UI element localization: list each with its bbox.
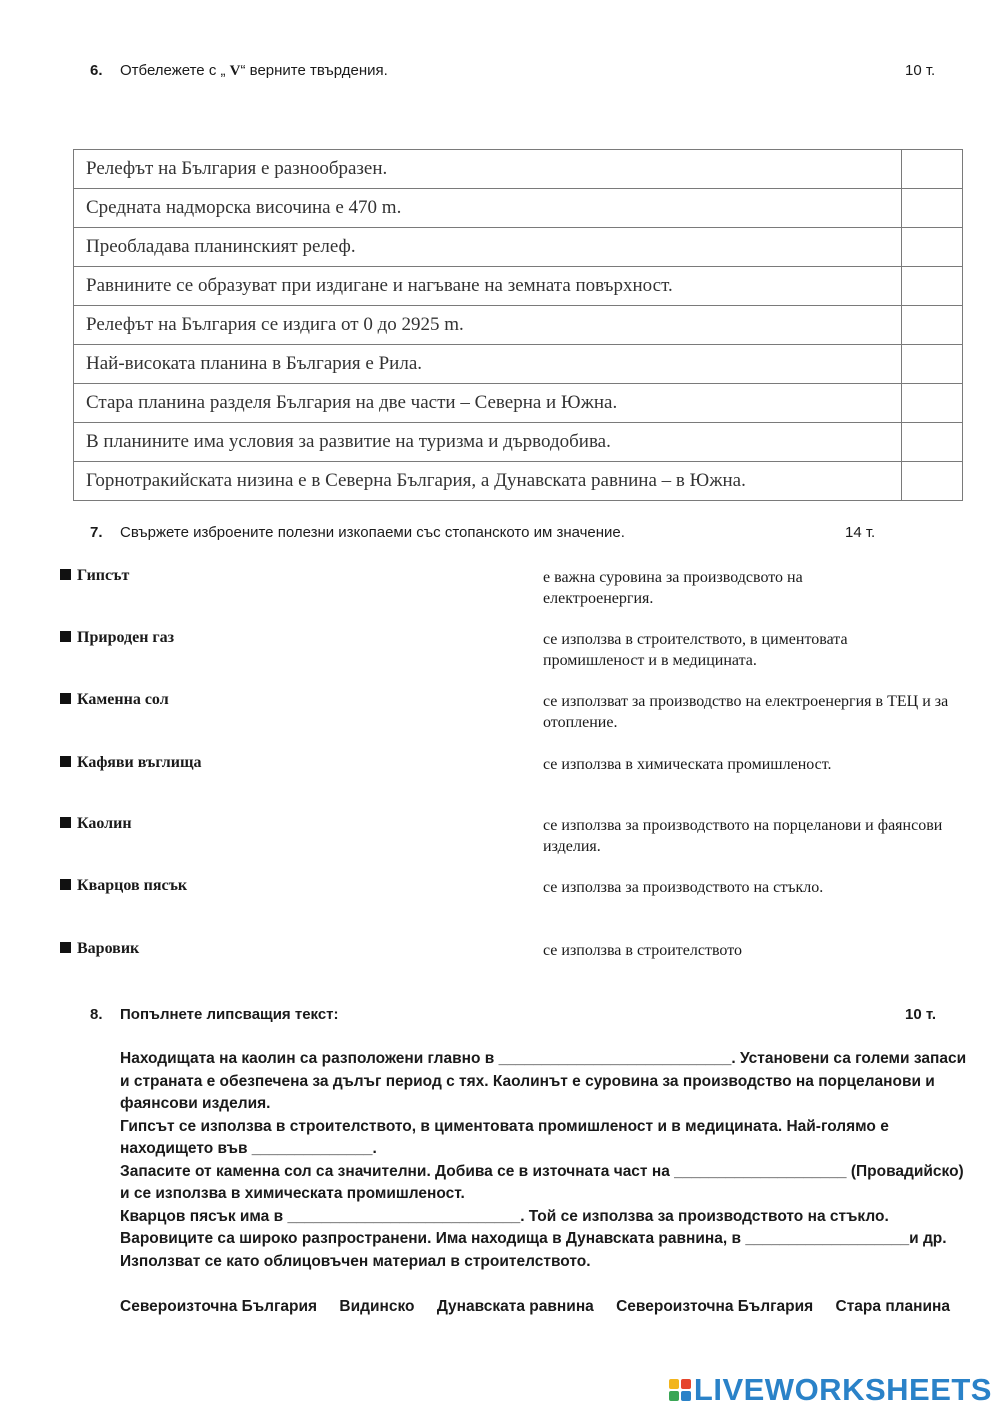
mineral-item[interactable] <box>60 815 132 833</box>
mineral-item[interactable] <box>60 754 202 772</box>
mineral-label: Кафяви въглища <box>77 754 202 771</box>
check-cell[interactable] <box>902 423 963 462</box>
bullet-square-icon <box>60 942 71 953</box>
check-cell[interactable] <box>902 189 963 228</box>
statement-text: Равнините се образуват при издигане и нагъване на земната повърхност. <box>74 267 902 306</box>
statement-text: Стара планина разделя България на две части – Северна и Южна. <box>74 384 902 423</box>
statement-text: Средната надморска височина е 470 m. <box>74 189 902 228</box>
mineral-item[interactable] <box>60 940 139 958</box>
table-row <box>74 384 963 423</box>
mineral-item[interactable] <box>60 629 174 647</box>
fill-line: Кварцов пясък има в ___________________________. Той се използва за производството на стъкло. <box>120 1207 889 1225</box>
q7-points: 14 т. <box>845 524 876 541</box>
fill-line: и страната е обезпечена за дълъг период с тях. Каолинът е суровина за производство на порцеланови и <box>120 1072 935 1090</box>
fill-line: и се използва в химическата промишленост. <box>120 1185 465 1202</box>
logo-tiles-icon <box>669 1379 691 1401</box>
q8-points: 10 т. <box>905 1006 937 1023</box>
mineral-label: Природен газ <box>77 629 175 646</box>
q7-number: 7. <box>90 524 103 541</box>
fill-line: Варовиците са широко разпространени. Има находища в Дунавската равнина, в ___________________и др. <box>120 1230 947 1247</box>
usage-item[interactable]: се използва в строителството, в циментовата промишленост и в медицината. <box>543 631 848 669</box>
word-bank-item[interactable]: Североизточна България <box>616 1298 814 1315</box>
q6-prompt <box>120 62 388 80</box>
word-bank-item[interactable]: Стара планина <box>835 1298 951 1315</box>
word-bank-item[interactable]: Североизточна България <box>120 1298 318 1315</box>
bullet-square-icon <box>60 879 71 890</box>
check-cell[interactable] <box>902 150 963 189</box>
table-row <box>74 462 963 501</box>
check-cell[interactable] <box>902 345 963 384</box>
bullet-square-icon <box>60 569 71 580</box>
fill-line: Използват се като облицовъчен материал в строителството. <box>120 1252 591 1270</box>
mineral-item[interactable] <box>60 877 187 895</box>
check-cell[interactable] <box>902 384 963 423</box>
table-row <box>74 150 963 189</box>
fill-line: Запасите от каменна сол са значителни. Добива се в източната част на ____________________ (Провадийско) <box>120 1162 964 1180</box>
q6-prompt-before: Отбележете с „ <box>120 62 230 79</box>
mineral-label: Каолин <box>77 815 132 832</box>
mineral-label: Кварцов пясък <box>77 877 188 894</box>
fill-line: фаянсови изделия. <box>120 1095 271 1112</box>
fill-line: Гипсът се използва в строителството, в циментовата промишленост и в медицината. Най-голямо е <box>120 1117 889 1135</box>
mineral-label: Каменна сол <box>77 691 169 708</box>
usage-item[interactable]: е важна суровина за производсвото на електроенергия. <box>543 569 803 607</box>
q6-prompt-mark: V <box>229 63 241 79</box>
usage-item[interactable]: се използва в строителството <box>543 942 742 959</box>
mineral-label: Гипсът <box>77 567 130 584</box>
usage-item[interactable]: се използват за производство на електроенергия в ТЕЦ и за отопление. <box>543 693 949 731</box>
bullet-square-icon <box>60 756 71 767</box>
logo-tile <box>681 1391 691 1401</box>
q8-number: 8. <box>90 1006 103 1023</box>
statement-text: Горнотракийската низина е в Северна България, а Дунавската равнина – в Южна. <box>74 462 902 501</box>
statement-text: В планините има условия за развитие на туризма и дърводобива. <box>74 423 902 462</box>
table-row <box>74 267 963 306</box>
table-row <box>74 228 963 267</box>
q7-prompt: Свържете изброените полезни изкопаеми със стопанското им значение. <box>120 524 625 541</box>
statement-text: Релефът на България е разнообразен. <box>74 150 902 189</box>
q6-number: 6. <box>90 62 103 79</box>
logo-text: LIVEWORKSHEETS <box>693 1372 992 1407</box>
q6-prompt-after: “ верните твърдения. <box>240 62 388 79</box>
usage-item[interactable]: се използва за производството на порцеланови и фаянсови изделия. <box>543 817 943 855</box>
word-bank-item[interactable]: Видинско <box>339 1298 415 1315</box>
fill-line: находището във ______________. <box>120 1140 377 1157</box>
word-bank-item[interactable]: Дунавската равнина <box>436 1298 594 1315</box>
q6-points: 10 т. <box>905 62 936 79</box>
word-bank <box>120 1298 968 1316</box>
statement-text: Най-високата планина в България е Рила. <box>74 345 902 384</box>
bullet-square-icon <box>60 631 71 642</box>
bullet-square-icon <box>60 693 71 704</box>
table-row <box>74 345 963 384</box>
logo-tile <box>669 1379 679 1389</box>
mineral-item[interactable] <box>60 691 169 709</box>
usage-item[interactable]: се използва за производството на стъкло. <box>543 879 824 896</box>
fill-text-block[interactable] <box>120 1048 980 1273</box>
mineral-item[interactable] <box>60 567 129 585</box>
check-cell[interactable] <box>902 228 963 267</box>
usage-item[interactable]: се използва в химическата промишленост. <box>543 756 832 773</box>
check-cell[interactable] <box>902 306 963 345</box>
liveworksheets-logo <box>669 1373 992 1407</box>
fill-line: Находищата на каолин са разположени главно в ___________________________. Установени са големи запаси <box>120 1050 967 1067</box>
statement-text: Релефът на България се издига от 0 до 2925 m. <box>74 306 902 345</box>
logo-tile <box>669 1391 679 1401</box>
bullet-square-icon <box>60 817 71 828</box>
table-row <box>74 423 963 462</box>
mineral-label: Варовик <box>77 940 140 957</box>
logo-tile <box>681 1379 691 1389</box>
check-cell[interactable] <box>902 462 963 501</box>
check-cell[interactable] <box>902 267 963 306</box>
statement-text: Преобладава планинският релеф. <box>74 228 902 267</box>
table-row <box>74 306 963 345</box>
table-row <box>74 189 963 228</box>
true-false-table <box>73 149 963 501</box>
q8-prompt: Попълнете липсващия текст: <box>120 1006 339 1023</box>
